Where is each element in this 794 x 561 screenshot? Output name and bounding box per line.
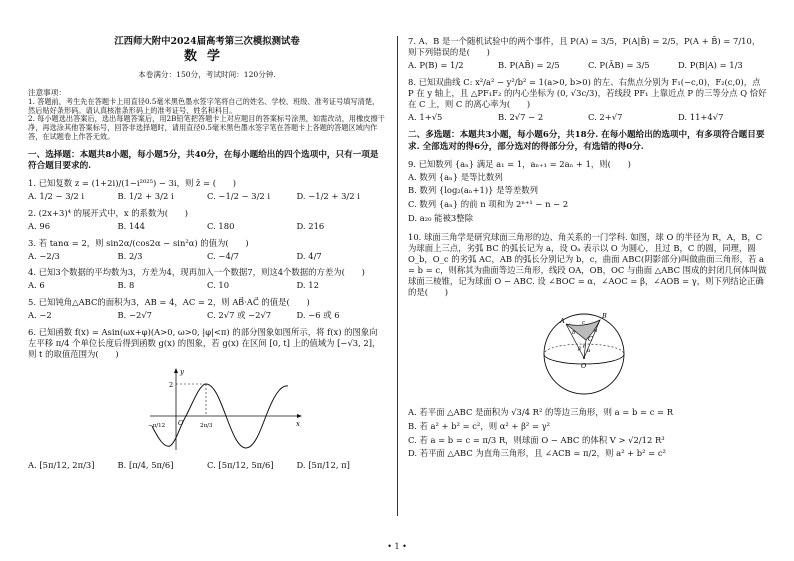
q2-option-c: C. 180 xyxy=(207,220,235,231)
q9-option-b: B. 数列 {log₂(aₙ+1)} 是等差数列 xyxy=(408,185,539,196)
question-7: 7. A、B 是一个随机试验中的两个事件，且 P(A) = 3/5，P(A|B̄) = 2/5，P(A + B̄) = 7/10，则下列错误的是( ) xyxy=(408,36,761,57)
q7-option-d: D. P(B|A) = 1/3 xyxy=(678,59,743,70)
label-a: A xyxy=(560,316,565,325)
label-o: O xyxy=(581,361,587,370)
q3-option-d: D. 4/7 xyxy=(296,250,322,261)
label-c: C xyxy=(588,334,593,343)
origin-label: O xyxy=(178,418,184,427)
question-4: 4. 已知3个数据的平均数为3，方差为4，现再加入一个数据7，则这4个数据的方差为( ) xyxy=(28,267,365,278)
section-2-heading: 二、多选题：本题共3小题，每小题6分，共18分. 在每小题给出的选项中，有多项符合题目要求. 全部选对的得6分，部分选对的得部分分，有选错的得0分. xyxy=(408,130,765,153)
q4-option-c: C. 10 xyxy=(207,280,230,291)
q5-option-a: A. −2 xyxy=(28,310,52,321)
center-point xyxy=(583,357,585,359)
subject-title: 数学 xyxy=(183,49,230,65)
question-3: 3. 若 tanα = 2，则 sin2α/(cos2α − sin²α) 的值为( ) xyxy=(28,237,249,248)
question-2: 2. (2x+3)⁴ 的展开式中，x 的系数为( ) xyxy=(28,207,189,218)
note-1: 1. 答题前，考生先在答题卡上用直径0.5毫米黑色墨水签字笔将自己的姓名、学校、班级、准考证号填写清楚，然后贴好条形码。请认真核准条形码上的准考证号、姓名和科目。 xyxy=(28,96,380,115)
question-8: 8. 已知双曲线 C: x²/a² − y²/b² = 1(a>0, b>0) 的左、右焦点分别为 F₁(−c,0)，F₂(c,0)，点 P 在 y 轴上，且 △PF₁F₂ 的内心坐标为 (0, √3c/3)，若线段 PF₁ 上靠近点 P 的三等分点 Q 恰好在 C 上，则 C 的离心率为( ) xyxy=(408,76,767,109)
y-axis-arrow-icon xyxy=(174,368,178,373)
q4-option-b: B. 8 xyxy=(117,280,135,291)
label-gamma: γ xyxy=(582,342,585,349)
q6-option-c: C. [5π/12, 5π/6] xyxy=(207,459,274,470)
notes-title: 注意事项： xyxy=(28,87,66,97)
q10-sphere-figure xyxy=(536,306,632,398)
score-info: 本卷满分：150分，考试时间：120分钟. xyxy=(138,70,276,80)
question-3-options xyxy=(28,251,386,262)
q1-option-c: C. −1/2 − 3/2 i xyxy=(207,190,271,201)
exam-title: 江西师大附中2024届高考第三次模拟测试卷 xyxy=(114,36,300,47)
q2-option-a: A. 96 xyxy=(28,220,51,231)
q1-option-b: B. 1/2 + 3/2 i xyxy=(117,190,174,201)
label-arc-a: a xyxy=(594,327,598,334)
q3-option-a: A. −2/3 xyxy=(28,250,60,261)
q9-option-d: D. a₂₀ 能被3整除 xyxy=(408,213,473,224)
x-tick-neg-pi-12: −π/12 xyxy=(148,422,166,429)
left-column xyxy=(28,36,386,477)
q7-option-b: B. P(AB̄) = 2/5 xyxy=(498,59,560,70)
question-9: 9. 已知数列 {aₙ} 满足 a₁ = 1，aₙ₊₁ = 2aₙ + 1，则( ) xyxy=(408,158,631,169)
q6-option-a: A. [5π/12, 2π/3] xyxy=(28,459,95,470)
page-number: • 1 • xyxy=(387,542,407,551)
q3-option-c: C. −4/7 xyxy=(207,250,239,261)
question-5: 5. 已知钝角△ABC的面积为3，AB = 4，AC = 2，则 AB⃗·AC⃗ 的值是( ) xyxy=(28,297,310,308)
q8-option-b: B. 2√7 − 2 xyxy=(498,111,544,122)
q5-option-c: C. 2√7 或 −2√7 xyxy=(207,310,272,321)
question-1-options xyxy=(28,191,386,202)
note-2: 2. 每小题选出答案后，选出每题答案后，用2B铅笔把答题卡上对应题目的答案标号涂黑，如需改动，用橡皮擦干净，再选涂其他答案标号，回答非选择题时，请用直径0.5毫米黑色墨水签字笔在答题卡上各题的答题区域内作答，在试题卷上作答无效。 xyxy=(28,114,385,141)
question-10: 10. 球面三角学是研究球面三角形的边、角关系的一门学科. 如图，球 O 的半径为 R，A，B，C 为球面上三点，劣弧 BC 的弧长记为 a，设 Oₐ 表示以 O 为圆心，且过 B，C 的圆，同理，圆 O_b，O_c 的劣弧 AC，AB 的弧长分别记为 b，c，曲面 ABC(阴影部分)叫做曲面三角形，若 a = b = c，则称其为曲面等边三角形，线段 OA，OB，OC 与曲面 △ABC 围成的封闭几何体叫做球面三棱锥，记为球面 O − ABC. 设 ∠BOC = α，∠AOC = β，∠AOB = γ，则下列结论正确的是( ) xyxy=(408,232,767,297)
q5-option-b: B. −2√7 xyxy=(117,310,152,321)
x-axis-label: x xyxy=(296,419,300,428)
question-4-options xyxy=(28,280,386,291)
q10-option-a: A. 若平面 △ABC 是面积为 √3/4 R² 的等边三角形，则 a = b = c = R xyxy=(408,406,674,417)
question-7-options xyxy=(408,60,768,71)
q2-option-b: B. 144 xyxy=(117,220,145,231)
y-axis-label: y xyxy=(180,367,184,376)
q1-option-d: D. −1/2 + 3/2 i xyxy=(296,190,360,201)
question-1: 1. 已知复数 z = (1+2i)/(1−i²⁰²⁵) − 3i，则 z̄ = ( ) xyxy=(28,177,237,188)
question-2-options xyxy=(28,221,386,232)
y-tick-2: 2 xyxy=(169,380,174,389)
question-8-options xyxy=(408,112,768,123)
q6-option-b: B. [π/4, 5π/6] xyxy=(117,459,174,470)
q10-option-b: B. 若 a² + b² = c²，则 α² + β² = γ² xyxy=(408,420,550,431)
column-divider xyxy=(397,36,398,516)
label-beta: β xyxy=(578,345,581,352)
q3-option-b: B. 2/3 xyxy=(117,250,143,261)
q6-option-d: D. [5π/12, π] xyxy=(296,459,350,470)
question-6-options xyxy=(28,460,386,471)
q7-option-c: C. P(ĀB) = 3/5 xyxy=(588,59,650,70)
q9-option-a: A. 数列 {aₙ} 是等比数列 xyxy=(408,171,503,182)
q10-option-c: C. 若 a = b = c = π/3 R，则球面 O − ABC 的体积 V > √2/12 R³ xyxy=(408,434,665,445)
q9-option-c: C. 数列 {aₙ} 的前 n 项和为 2ⁿ⁺¹ − n − 2 xyxy=(408,199,569,210)
q8-option-a: A. 1+√5 xyxy=(408,111,443,122)
label-arc-c: c xyxy=(582,319,586,326)
q1-option-a: A. 1/2 − 3/2 i xyxy=(28,190,85,201)
x-tick-2pi-3: 2π/3 xyxy=(200,422,213,429)
q10-option-d: D. 若平面 △ABC 为直角三角形，且 ∠ACB = π/2，则 a² + b² = c² xyxy=(408,448,666,459)
q2-option-d: D. 216 xyxy=(296,220,325,231)
q8-option-d: D. 11+4√7 xyxy=(678,111,724,122)
label-b: B xyxy=(602,311,607,320)
exam-header xyxy=(28,36,386,80)
q4-option-d: D. 12 xyxy=(296,280,319,291)
label-arc-b: b xyxy=(572,329,576,336)
q8-option-c: C. 2+√7 xyxy=(588,111,623,122)
q6-sine-graph xyxy=(146,366,306,452)
question-5-options xyxy=(28,310,386,321)
section-1-heading: 一、选择题：本题共8小题，每小题5分，共40分，在每小题给出的四个选项中，只有一项是符合题目要求的. xyxy=(28,149,379,172)
x-axis-arrow-icon xyxy=(297,414,302,418)
q4-option-a: A. 6 xyxy=(28,280,45,291)
label-alpha: α xyxy=(587,347,591,354)
q5-option-d: D. −6 或 6 xyxy=(296,310,340,321)
right-column xyxy=(408,36,768,462)
question-6: 6. 已知函数 f(x) = Asin(ωx+φ)(A>0, ω>0, |φ|<π) 的部分图象如图所示，将 f(x) 的图象向左平移 π/4 个单位长度后得到函数 g(x) 的图象，若 g(x) 在区间 [0, t] 上的值域为 [−√3, 2]，则 t 的取值范围为( ) xyxy=(28,327,381,359)
q7-option-a: A. P(B) = 1/2 xyxy=(408,59,464,70)
